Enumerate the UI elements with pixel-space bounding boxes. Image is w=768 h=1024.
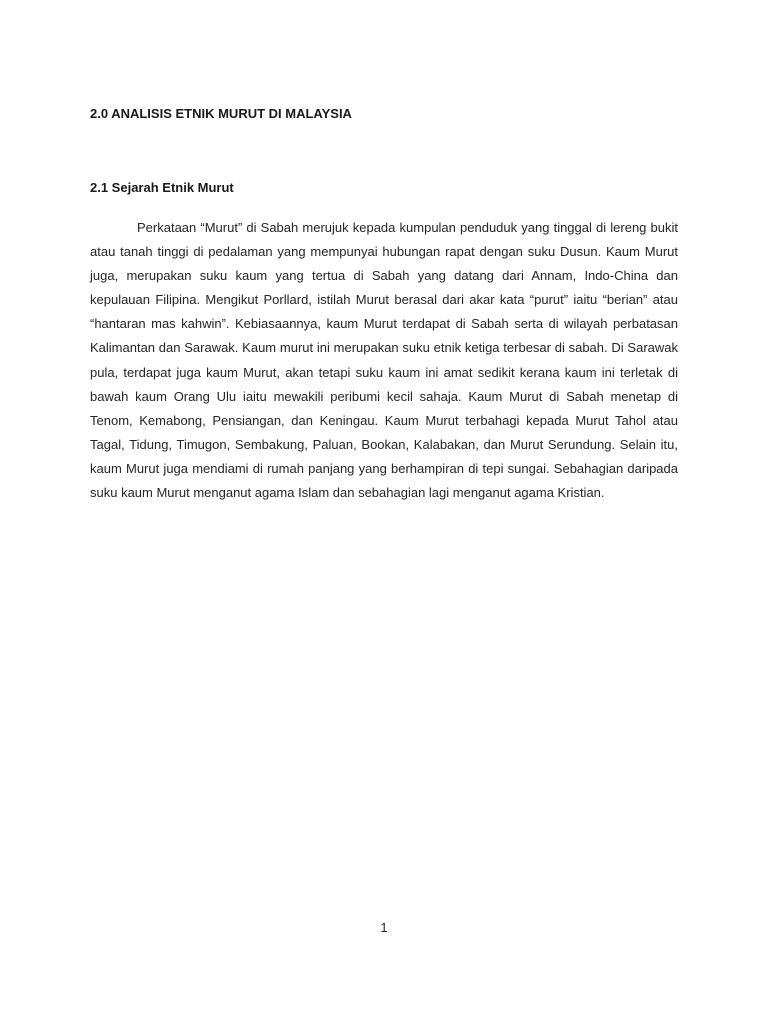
page-number: 1 xyxy=(380,920,388,935)
section-heading: 2.1 Sejarah Etnik Murut xyxy=(90,180,234,195)
body-paragraph: Perkataan “Murut” di Sabah merujuk kepada kumpulan penduduk yang tinggal di lereng bukit atau tanah tinggi di pedalaman yang mempunyai hubungan rapat dengan suku Dusun. Kaum Murut juga, merupakan suku kaum yang tertua di Sabah yang datang dari Annam, Indo-China dan kepulauan Filipina. Mengikut Porllard, istilah Murut berasal dari akar kata “purut” iaitu “berian” atau “hantaran mas kahwin”. Kebiasaannya, kaum Murut terdapat di Sabah serta di wilayah perbatasan Kalimantan dan Sarawak. Kaum murut ini merupakan suku etnik ketiga terbesar di sabah. Di Sarawak pula, terdapat juga kaum Murut, akan tetapi suku kaum ini amat sedikit kerana kaum ini terletak di bawah kaum Orang Ulu iaitu mewakili peribumi kecil sahaja. Kaum Murut di Sabah menetap di Tenom, Kemabong, Pensiangan, dan Keningau. Kaum Murut terbahagi kepada Murut Tahol atau Tagal, Tidung, Timugon, Sembakung, Paluan, Bookan, Kalabakan, dan Murut Serundung. Selain itu, kaum Murut juga mendiami di rumah panjang yang berhampiran di tepi sungai. Sebahagian daripada suku kaum Murut menganut agama Islam dan sebahagian lagi menganut agama Kristian. xyxy=(90,220,678,501)
chapter-heading: 2.0 ANALISIS ETNIK MURUT DI MALAYSIA xyxy=(90,106,352,121)
